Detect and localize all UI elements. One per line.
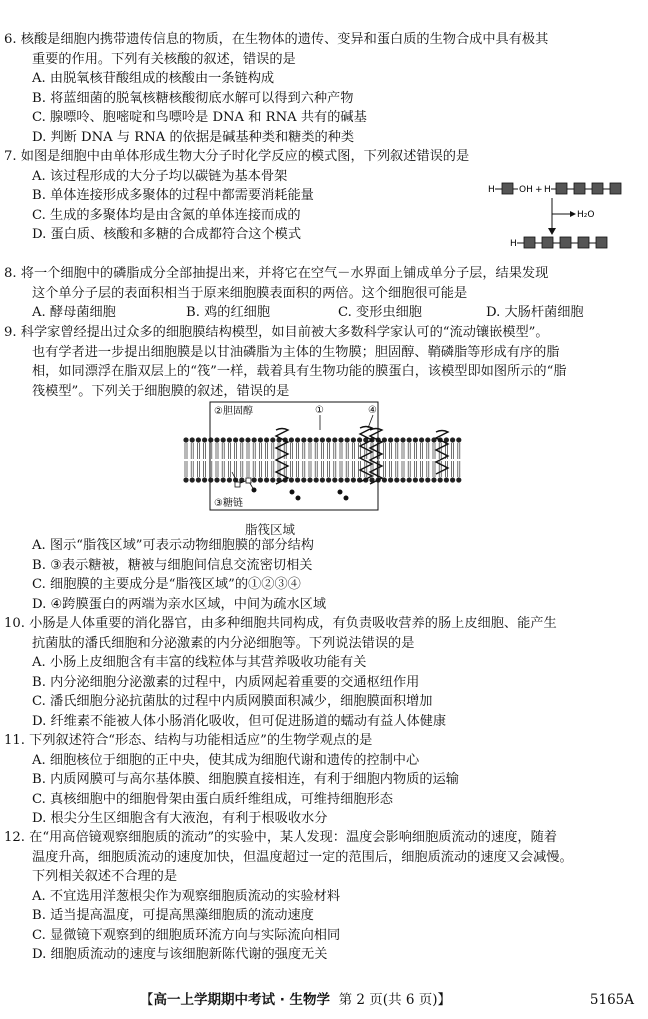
q8-options-row xyxy=(4,303,640,323)
q7-fig-h-left: H xyxy=(488,185,495,195)
q9-option-b: B. ③表示糖被，糖被与细胞间信息交流密切相关 xyxy=(32,557,313,573)
q7-fig-water: H₂O xyxy=(577,210,595,220)
q12-option-b: B. 适当提高温度，可提高黑藻细胞质的流动速度 xyxy=(32,908,314,923)
q6-option-a: A. 由脱氧核苷酸组成的核酸由一条链构成 xyxy=(32,71,275,86)
question-11 xyxy=(4,731,640,829)
q8-option-b: B. 鸡的红细胞 xyxy=(186,305,271,320)
q9-fig-phospholipid-part xyxy=(196,477,201,482)
q9-fig-phospholipid-part xyxy=(450,437,455,442)
q7-fig-monomer xyxy=(610,183,621,194)
q9-fig-phospholipid-part xyxy=(357,437,362,442)
q11-stem: 11. 下列叙述符合“形态、结构与功能相适应”的生物学观点的是 xyxy=(4,733,373,748)
q6-option-d: D. 判断 DNA 与 RNA 的依据是碱基种类和糖类的种类 xyxy=(32,129,355,145)
q9-fig-phospholipid-part xyxy=(456,437,461,442)
q9-fig-phospholipid-part xyxy=(314,437,319,442)
q9-fig-phospholipid-part xyxy=(425,477,430,482)
q9-fig-phospholipid-part xyxy=(307,477,312,482)
footer-page-number: 第 2 页(共 6 页) xyxy=(338,992,438,1008)
q9-fig-phospholipid-part xyxy=(227,477,232,482)
q9-fig-phospholipid-part xyxy=(214,437,219,442)
q9-stem-line-1: 9. 科学家曾经提出过众多的细胞膜结构模型，如目前被大多数科学家认可的“流动镶嵌模型”。 xyxy=(4,325,549,340)
q7-option-d: D. 蛋白质、核酸和多糖的合成都符合这个模式 xyxy=(32,227,302,242)
q9-fig-phospholipid-part xyxy=(425,437,430,442)
q9-fig-phospholipid-part xyxy=(289,477,294,482)
q9-fig-phospholipid-part xyxy=(301,477,306,482)
q6-stem-line-1: 6. 核酸是细胞内携带遗传信息的物质，在生物体的遗传、变异和蛋白质的生物合成中具有极其 xyxy=(4,32,549,47)
q9-fig-phospholipid-part xyxy=(413,477,418,482)
q9-fig-phospholipid-part xyxy=(183,477,188,482)
q10-option-b: B. 内分泌细胞分泌激素的过程中，内质网起着重要的交通枢纽作用 xyxy=(32,674,420,690)
q9-fig-phospholipid-part xyxy=(264,437,269,442)
q7-fig-monomer xyxy=(556,183,567,194)
q9-option-d: D. ④跨膜蛋白的两端为亲水区域，中间为疏水区域 xyxy=(32,596,327,612)
q9-fig-phospholipid-part xyxy=(214,477,219,482)
q9-fig-phospholipid-part xyxy=(233,437,238,442)
q9-fig-phospholipid-part xyxy=(345,477,350,482)
question-12 xyxy=(4,828,640,965)
question-9 xyxy=(4,323,640,401)
q9-fig-phospholipid-part xyxy=(394,477,399,482)
q9-fig-phospholipid-part xyxy=(400,477,405,482)
q9-fig-leader-4 xyxy=(368,415,373,428)
q6-stem-line-2: 重要的作用。下列有关核酸的叙述，错误的是 xyxy=(32,51,296,67)
q9-fig-phospholipid-part xyxy=(419,477,424,482)
q9-fig-label-glycan: ③糖链 xyxy=(214,498,243,509)
footer-right-bracket: 】 xyxy=(437,992,452,1008)
q9-fig-phospholipid-part xyxy=(270,477,275,482)
q7-fig-monomer xyxy=(502,183,513,194)
q9-lipid-raft-diagram xyxy=(180,400,470,520)
q9-fig-phospholipid-part xyxy=(245,437,250,442)
q9-fig-transmembrane-protein xyxy=(276,427,448,485)
q9-option-a: A. 图示“脂筏区域”可表示动物细胞膜的部分结构 xyxy=(32,538,314,553)
q9-fig-phospholipid-part xyxy=(239,437,244,442)
q9-option-c: C. 细胞膜的主要成分是“脂筏区域”的①②③④ xyxy=(32,577,301,592)
q7-fig-monomer xyxy=(578,237,589,248)
q9-fig-phospholipid-part xyxy=(227,437,232,442)
q9-fig-phospholipid-part xyxy=(183,437,188,442)
q9-fig-phospholipid-part xyxy=(307,437,312,442)
q9-fig-phospholipid-part xyxy=(295,437,300,442)
q9-fig-phospholipid-part xyxy=(320,477,325,482)
question-9-options xyxy=(4,536,640,614)
q11-option-a: A. 细胞核位于细胞的正中央，使其成为细胞代谢和遗传的控制中心 xyxy=(32,752,420,768)
q9-fig-phospholipid-part xyxy=(456,477,461,482)
q9-fig-phospholipid-part xyxy=(190,477,195,482)
q7-fig-arrowhead xyxy=(548,228,556,235)
q11-option-d: D. 根尖分生区细胞含有大液泡，有利于根吸收水分 xyxy=(32,811,328,826)
q9-fig-phospholipid-part xyxy=(400,437,405,442)
q9-fig-phospholipid-part xyxy=(351,477,356,482)
q9-fig-phospholipid-part xyxy=(301,437,306,442)
footer-left-bracket: 【 xyxy=(140,992,154,1008)
q9-fig-phospholipid-part xyxy=(431,477,436,482)
q9-fig-raft-box xyxy=(210,402,378,510)
q7-fig-arrowhead xyxy=(570,211,576,217)
q8-stem-line-2: 这个单分子层的表面积相当于原来细胞膜表面积的两倍。这个细胞很可能是 xyxy=(32,285,468,301)
question-10 xyxy=(4,614,640,731)
q10-stem-line-2: 抗菌肽的潘氏细胞和分泌激素的内分泌细胞等。下列说法错误的是 xyxy=(32,635,415,651)
q7-stem: 7. 如图是细胞中由单体形成生物大分子时化学反应的模式图，下列叙述错误的是 xyxy=(4,149,470,164)
q9-fig-phospholipid-part xyxy=(314,477,319,482)
q9-fig-phospholipid-part xyxy=(407,477,412,482)
q7-fig-monomer xyxy=(542,237,553,248)
q12-stem-line-3: 下列相关叙述不合理的是 xyxy=(32,869,178,884)
q12-option-a: A. 不宜选用洋葱根尖作为观察细胞质流动的实验材料 xyxy=(32,888,341,904)
q9-fig-phospholipid-part xyxy=(208,477,213,482)
q9-fig-phospholipid-part xyxy=(190,437,195,442)
q8-option-a: A. 酵母菌细胞 xyxy=(32,305,116,320)
q9-fig-label-cholesterol: ②胆固醇 xyxy=(214,406,253,417)
q12-option-d: D. 细胞质流动的速度与该细胞新陈代谢的强度无关 xyxy=(32,947,328,962)
q9-fig-phospholipid-part xyxy=(438,477,443,482)
footer-exam-title: 高一上学期期中考试 · 生物学 xyxy=(153,992,331,1008)
q9-fig-phospholipid-part xyxy=(450,477,455,482)
q7-option-c: C. 生成的多聚体均是由含氮的单体连接而成的 xyxy=(32,207,301,223)
q7-fig-monomer xyxy=(574,183,585,194)
q7-fig-plus: + xyxy=(535,185,543,195)
q9-fig-phospholipid-part xyxy=(270,437,275,442)
q9-fig-phospholipid-part xyxy=(264,477,269,482)
q10-option-a: A. 小肠上皮细胞含有丰富的线粒体与其营养吸收功能有关 xyxy=(32,655,367,670)
q9-stem-line-3: 相，如同漂浮在脂双层上的“筏”一样，载着具有生物功能的膜蛋白，该模型即如图所示的“脂 xyxy=(32,364,567,379)
question-6 xyxy=(4,30,640,147)
q7-polymerization-diagram xyxy=(486,178,636,250)
q9-fig-phospholipid-part xyxy=(289,437,294,442)
q11-option-b: B. 内质网膜可与高尔基体膜、细胞膜直接相连，有利于细胞内物质的运输 xyxy=(32,772,459,787)
q9-fig-phospholipid-part xyxy=(338,437,343,442)
q9-fig-phospholipid-part xyxy=(326,437,331,442)
q9-fig-phospholipid-part xyxy=(388,477,393,482)
q7-fig-monomer xyxy=(560,237,571,248)
q11-option-c: C. 真核细胞中的细胞骨架由蛋白质纤维组成，可维持细胞形态 xyxy=(32,791,393,807)
q9-fig-phospholipid-part xyxy=(326,477,331,482)
q9-fig-phospholipid-part xyxy=(252,437,257,442)
q9-fig-label-1: ① xyxy=(315,405,324,416)
q9-fig-phospholipid-part xyxy=(320,437,325,442)
q7-option-b: B. 单体连接形成多聚体的过程中都需要消耗能量 xyxy=(32,188,314,203)
q7-fig-monomer xyxy=(524,237,535,248)
q9-fig-phospholipid-part xyxy=(332,477,337,482)
q9-fig-phospholipid-part xyxy=(221,477,226,482)
footer-title-block xyxy=(140,988,451,1012)
q9-fig-phospholipid-part xyxy=(196,437,201,442)
q9-fig-phospholipid-part xyxy=(221,437,226,442)
q9-fig-phospholipid-part xyxy=(332,437,337,442)
q9-fig-phospholipid-part xyxy=(202,477,207,482)
q9-fig-phospholipid-part xyxy=(258,477,263,482)
q9-fig-phospholipid-part xyxy=(295,477,300,482)
q6-option-b: B. 将蓝细菌的脱氧核糖核酸彻底水解可以得到六种产物 xyxy=(32,90,354,106)
q7-fig-h-product: H xyxy=(510,239,517,249)
q8-stem-line-1: 8. 将一个细胞中的磷脂成分全部抽提出来，并将它在空气－水界面上铺成单分子层，结果发现 xyxy=(4,266,549,281)
q9-fig-phospholipid-part xyxy=(351,437,356,442)
q7-fig-monomer xyxy=(592,183,603,194)
footer-paper-code: 5165A xyxy=(589,992,634,1008)
q10-option-c: C. 潘氏细胞分泌抗菌肽的过程中内质网膜面积减少，细胞膜面积增加 xyxy=(32,694,433,709)
q8-option-c: C. 变形虫细胞 xyxy=(338,305,422,320)
page-footer xyxy=(0,988,648,1012)
q9-fig-phospholipid-part xyxy=(394,437,399,442)
q7-fig-oh: OH xyxy=(519,185,533,195)
q9-fig-phospholipid-part xyxy=(388,437,393,442)
q9-fig-phospholipid-part xyxy=(338,477,343,482)
q12-stem-line-2: 温度升高，细胞质流动的速度加快，但温度超过一定的范围后，细胞质流动的速度又会减慢。 xyxy=(32,849,573,865)
q9-fig-phospholipid-part xyxy=(413,437,418,442)
q7-fig-h-right: H xyxy=(544,185,551,195)
q8-option-d: D. 大肠杆菌细胞 xyxy=(486,305,584,320)
q10-option-d: D. 纤维素不能被人体小肠消化吸收，但可促进肠道的蠕动有益人体健康 xyxy=(32,713,447,729)
q7-option-a: A. 该过程形成的大分子均以碳链为基本骨架 xyxy=(32,168,288,184)
q9-fig-phospholipid-part xyxy=(345,437,350,442)
q12-option-c: C. 显微镜下观察到的细胞质环流方向与实际流向相同 xyxy=(32,927,341,943)
q9-fig-label-4: ④ xyxy=(368,405,377,416)
q9-fig-phospholipid-part xyxy=(202,437,207,442)
q9-fig-phospholipid-part xyxy=(258,437,263,442)
q9-fig-phospholipid-part xyxy=(444,477,449,482)
q9-fig-lipid-bilayer xyxy=(183,437,461,482)
q12-stem-line-1: 12. 在“用高倍镜观察细胞质的流动”的实验中，某人发现：温度会影响细胞质流动的速度，随着 xyxy=(4,830,557,845)
q7-fig-monomer xyxy=(596,237,607,248)
q9-fig-phospholipid-part xyxy=(208,437,213,442)
q6-option-c: C. 腺嘌呤、胞嘧啶和鸟嘌呤是 DNA 和 RNA 共有的碱基 xyxy=(32,110,367,125)
question-8 xyxy=(4,264,640,323)
q10-stem-line-1: 10. 小肠是人体重要的消化器官，由多种细胞共同构成，有负责吸收营养的肠上皮细胞、能产生 xyxy=(4,616,557,631)
q9-fig-caption: 脂筏区域 xyxy=(244,522,295,537)
q9-stem-line-2: 也有学者进一步提出细胞膜是以甘油磷脂为主体的生物膜；胆固醇、鞘磷脂等形成有序的脂 xyxy=(32,344,560,360)
q9-fig-phospholipid-part xyxy=(419,437,424,442)
q9-stem-line-4: 筏模型”。下列关于细胞膜的叙述，错误的是 xyxy=(32,383,290,399)
q9-fig-phospholipid-part xyxy=(252,477,257,482)
q9-fig-phospholipid-part xyxy=(407,437,412,442)
